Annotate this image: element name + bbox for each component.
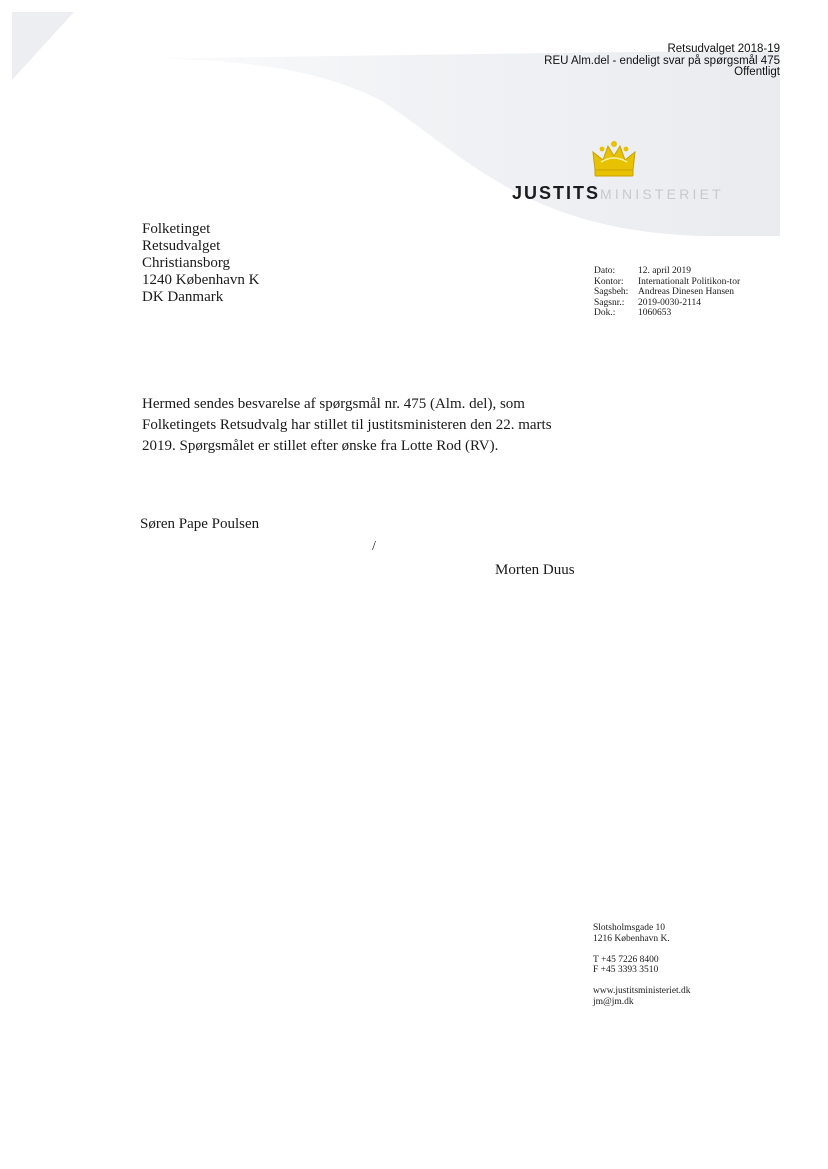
logo-part-bold: JUSTITS	[512, 183, 601, 203]
meta-key: Sagsbeh:	[594, 287, 629, 297]
signature-separator: /	[372, 539, 376, 554]
stamp-reference: REU Alm.del - endeligt svar på spørgsmål 475	[544, 54, 780, 67]
stamp-status: Offentligt	[734, 66, 780, 78]
meta-row-caseworker	[594, 287, 743, 298]
footer-fax: F +45 3393 3510	[593, 965, 659, 976]
meta-value: 2019-0030-2114	[638, 297, 701, 308]
corner-fold-mark	[10, 12, 76, 82]
logo-part-light: MINISTERIET	[600, 186, 724, 202]
recipient-address	[142, 221, 259, 306]
meta-key: Dok.:	[594, 308, 616, 318]
footer-email: jm@jm.dk	[593, 996, 634, 1007]
signature-minister: Søren Pape Poulsen	[140, 516, 260, 532]
signature-official: Morten Duus	[495, 562, 575, 578]
meta-value: Internationalt Politikon-tor	[638, 276, 741, 287]
meta-row-case-number	[594, 298, 743, 309]
meta-value: Andreas Dinesen Hansen	[638, 287, 735, 297]
recipient-line: Folketinget	[142, 221, 211, 237]
letter-body: Hermed sendes besvarelse af spørgsmål nr. 475 (Alm. del), som Folketingets Retsudvalg har stillet til justitsministeren den 22. marts 2019. Spørgsmålet er stillet efter ønske fra Lotte Rod (RV).	[142, 396, 552, 454]
footer-city: 1216 København K.	[593, 933, 670, 944]
case-metadata	[594, 266, 743, 319]
meta-key: Kontor:	[594, 276, 624, 287]
ministry-logo	[512, 140, 722, 208]
meta-row-date	[594, 266, 743, 277]
meta-row-office	[594, 277, 743, 288]
stamp-committee: Retsudvalget 2018-19	[667, 43, 780, 55]
recipient-line: Christiansborg	[142, 255, 231, 271]
header-swoosh-decoration	[0, 0, 828, 260]
footer-phone: T +45 7226 8400	[593, 954, 659, 965]
meta-key: Sagsnr.:	[594, 297, 625, 308]
meta-row-document	[594, 308, 743, 319]
recipient-line: Retsudvalget	[142, 238, 221, 254]
recipient-line: 1240 København K	[142, 272, 260, 288]
footer-website: www.justitsministeriet.dk	[593, 986, 691, 997]
crown-icon	[591, 140, 637, 178]
meta-key: Dato:	[594, 266, 616, 276]
footer-street: Slotsholmsgade 10	[593, 923, 666, 933]
recipient-line: DK Danmark	[142, 289, 224, 305]
meta-value: 1060653	[638, 308, 672, 318]
logo-wordmark	[512, 183, 724, 204]
document-stamp	[544, 44, 780, 79]
meta-value: 12. april 2019	[638, 266, 692, 276]
ministry-contact-footer	[593, 923, 691, 1008]
